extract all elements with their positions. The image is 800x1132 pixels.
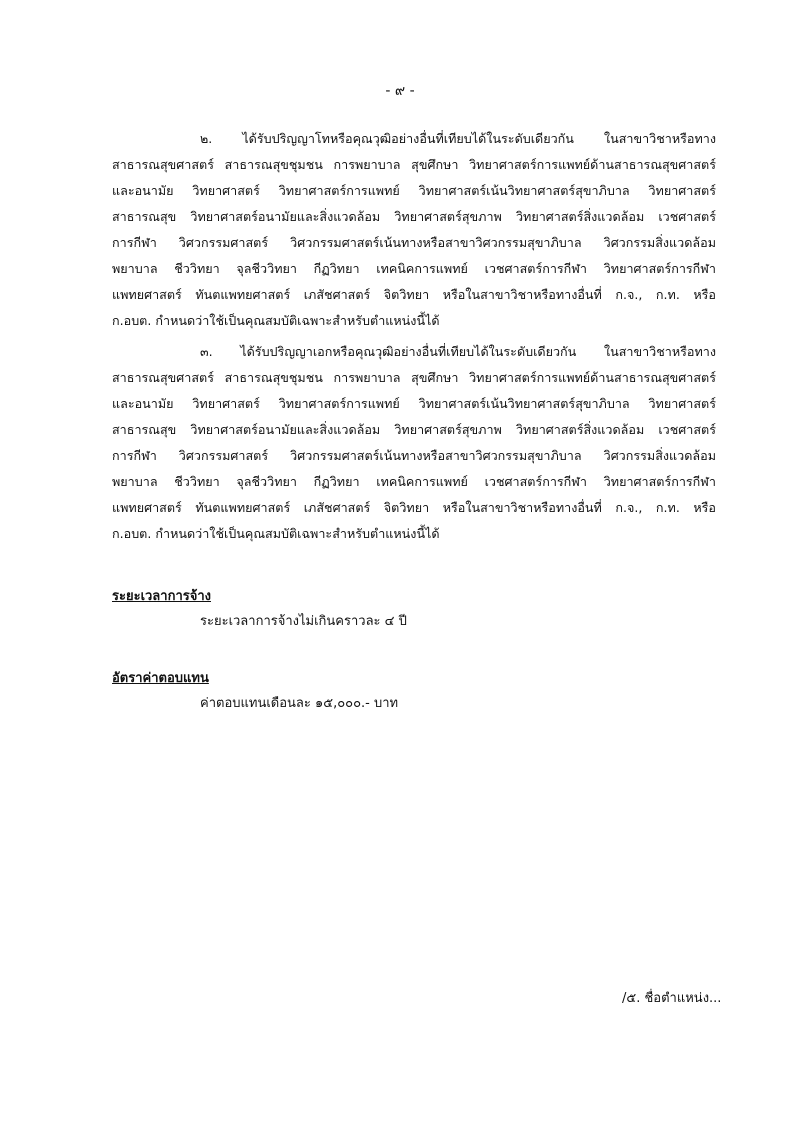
page-number: - ๙ - [385, 83, 415, 99]
paragraph-3-line-3: และอนามัย วิทยาศาสตร์ วิทยาศาสตร์การแพทย์ วิทยาศาสตร์เน้นวิทยาศาสตร์สุขาภิบาล วิทยาศาสตร์ [112, 396, 716, 411]
paragraph-3-line-2: สาธารณสุขศาสตร์ สาธารณสุขชุมชน การพยาบาล สุขศึกษา วิทยาศาสตร์การแพทย์ด้านสาธารณสุขศาสตร์ [112, 370, 716, 385]
paragraph-2-line-2: สาธารณสุขศาสตร์ สาธารณสุขชุมชน การพยาบาล สุขศึกษา วิทยาศาสตร์การแพทย์ด้านสาธารณสุขศาสตร์ [112, 157, 716, 172]
paragraph-2-line-8: ก.อบต. กำหนดว่าใช้เป็นคุณสมบัติเฉพาะสำหรับตำแหน่งนี้ได้ [112, 313, 440, 328]
paragraph-3 [112, 339, 716, 547]
paragraph-3-line-7: แพทยศาสตร์ ทันตแพทยศาสตร์ เภสัชศาสตร์ จิตวิทยา หรือในสาขาวิชาหรือทางอื่นที่ ก.จ., ก.ท. หรือ [112, 500, 716, 515]
continuation-note: /๕. ชื่อตำแหน่ง... [622, 991, 722, 1006]
paragraph-2-line-5: การกีฬา วิศวกรรมศาสตร์ วิศวกรรมศาสตร์เน้นทางหรือสาขาวิศวกรรมสุขาภิบาล วิศวกรรมสิ่งแวดล้อม [112, 235, 716, 250]
paragraph-2-line-1: ๒. ได้รับปริญญาโทหรือคุณวุฒิอย่างอื่นที่เทียบได้ในระดับเดียวกัน ในสาขาวิชาหรือทาง [200, 131, 716, 146]
compensation-text: ค่าตอบแทนเดือนละ ๑๕,๐๐๐.- บาท [200, 696, 399, 711]
paragraph-3-line-5: การกีฬา วิศวกรรมศาสตร์ วิศวกรรมศาสตร์เน้นทางหรือสาขาวิศวกรรมสุขาภิบาล วิศวกรรมสิ่งแวดล้อม [112, 448, 716, 463]
paragraph-3-line-1: ๓. ได้รับปริญญาเอกหรือคุณวุฒิอย่างอื่นที่เทียบได้ในระดับเดียวกัน ในสาขาวิชาหรือทาง [200, 344, 716, 359]
employment-period-text: ระยะเวลาการจ้างไม่เกินคราวละ ๔ ปี [200, 614, 407, 629]
paragraph-3-line-8: ก.อบต. กำหนดว่าใช้เป็นคุณสมบัติเฉพาะสำหรับตำแหน่งนี้ได้ [112, 526, 440, 541]
compensation-heading: อัตราค่าตอบแทน [112, 671, 209, 686]
employment-period-heading: ระยะเวลาการจ้าง [112, 589, 211, 604]
paragraph-2-line-7: แพทยศาสตร์ ทันตแพทยศาสตร์ เภสัชศาสตร์ จิตวิทยา หรือในสาขาวิชาหรือทางอื่นที่ ก.จ., ก.ท. หรือ [112, 287, 716, 302]
paragraph-2 [112, 126, 716, 334]
paragraph-3-line-6: พยาบาล ชีววิทยา จุลชีววิทยา กีฏวิทยา เทคนิคการแพทย์ เวชศาสตร์การกีฬา วิทยาศาสตร์การกีฬา [112, 474, 716, 489]
paragraph-2-line-4: สาธารณสุข วิทยาศาสตร์อนามัยและสิ่งแวดล้อม วิทยาศาสตร์สุขภาพ วิทยาศาสตร์สิ่งแวดล้อม เวชศาสตร์ [112, 209, 716, 224]
paragraph-3-line-4: สาธารณสุข วิทยาศาสตร์อนามัยและสิ่งแวดล้อม วิทยาศาสตร์สุขภาพ วิทยาศาสตร์สิ่งแวดล้อม เวชศาสตร์ [112, 422, 716, 437]
paragraph-2-line-3: และอนามัย วิทยาศาสตร์ วิทยาศาสตร์การแพทย์ วิทยาศาสตร์เน้นวิทยาศาสตร์สุขาภิบาล วิทยาศาสตร์ [112, 183, 716, 198]
paragraph-2-line-6: พยาบาล ชีววิทยา จุลชีววิทยา กีฏวิทยา เทคนิคการแพทย์ เวชศาสตร์การกีฬา วิทยาศาสตร์การกีฬา [112, 261, 716, 276]
